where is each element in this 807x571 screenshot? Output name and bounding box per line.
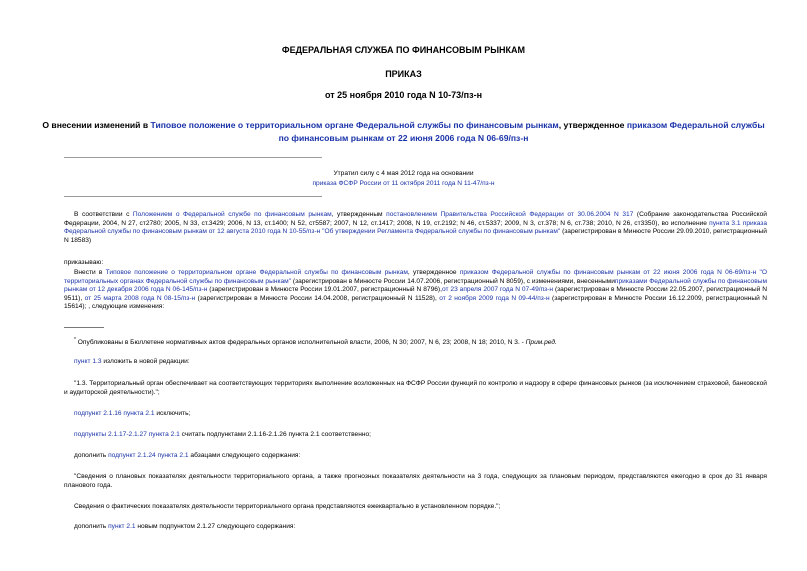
p2-text-g: (зарегистрирован в Минюсте России 16.12.2009, регистрационный N 15614) xyxy=(64,294,767,311)
divider-bottom xyxy=(64,196,322,197)
link-order-06-145[interactable]: приказами Федеральной службы по финансовым рынкам от 12 декабря 2006 года N 06-145/пз-н xyxy=(64,277,768,294)
doc-type-heading: ПРИКАЗ xyxy=(385,69,422,79)
link-government-resolution-317[interactable]: постановлением Правительства Российской Федерации от 30.06.2004 N 317 xyxy=(386,211,634,218)
p2-text-h: ; , следующие изменения: xyxy=(84,303,165,311)
p2-text-d: (зарегистрирован в Минюсте России 19.01.2007, регистрационный N 8796), xyxy=(207,286,442,294)
p1-text-a: В соответствии с xyxy=(74,211,133,218)
paragraph-order: приказываю: xyxy=(64,259,104,266)
link-subpoint-2-1-24[interactable]: подпункт 2.1.24 пункта 2.1 xyxy=(108,452,189,459)
item-point-1-3-body: "1.3. Территориальный орган обеспечивает на соответствующих территориях выполнение возложенных на ФСФР России функций по контролю и надзору в сфере финансовых рынков (за исключением страховой, банковской и аудиторской деятельности)."; xyxy=(64,380,767,396)
title-link-order-06-69[interactable]: приказом Федеральной службы по финансовым рынкам от 22 июня 2006 года N 06-69/пз-н xyxy=(278,120,765,143)
footnote xyxy=(64,336,767,348)
footnote-divider xyxy=(64,327,104,328)
link-order-08-15[interactable]: от 25 марта 2008 года N 08-15/пз-н xyxy=(84,294,196,302)
paragraph-basis xyxy=(64,211,767,245)
p1-text-b: , утвержденным xyxy=(331,211,387,218)
p2-text-e: (зарегистрирован в Минюсте России 22.05.2007, регистрационный N 9511), xyxy=(64,286,767,302)
footnote-text: Опубликованы в Бюллетене нормативных актов федеральных органов исполнительной власти, 2006, N 30; 2007, N 6, 23; 2008, N 18; 2010, N 3. - xyxy=(77,339,526,347)
item-add-subpoint-2-1-27 xyxy=(64,523,767,532)
lost-force-text: Утратил силу с 4 мая 2012 года на основании xyxy=(333,170,474,177)
item-add-paragraphs xyxy=(64,452,767,461)
p2-text-c: (зарегистрирован в Минюсте России 14.07.2006, регистрационный N 8059), с изменениями, внесенными xyxy=(291,277,615,285)
item-subpoints-renumber xyxy=(64,431,767,440)
paragraph-amend xyxy=(64,269,767,312)
title-link-typical-regulation[interactable]: Типовое положение о территориальном органе Федеральной службы по финансовым рынкам xyxy=(150,120,559,130)
p2-text-f: (зарегистрирован в Минюсте России 14.04.2008, регистрационный N 11528), xyxy=(195,294,440,302)
org-heading: ФЕДЕРАЛЬНАЯ СЛУЖБА ПО ФИНАНСОВЫМ РЫНКАМ xyxy=(281,45,526,55)
footnote-editor-note: Прим.ред. xyxy=(525,339,557,347)
document-title xyxy=(40,119,767,145)
item3-text: считать подпунктами 2.1.16-2.1.26 пункта 2.1 соответственно; xyxy=(179,431,371,438)
link-subpoint-2-1-16[interactable]: подпункт 2.1.16 пункта 2.1 xyxy=(74,410,155,417)
date-number-heading: от 25 ноября 2010 года N 10-73/пз-н xyxy=(324,90,483,100)
divider-top xyxy=(64,157,322,158)
p2-text-b: , утвержденное xyxy=(407,269,460,276)
link-point-2-1[interactable]: пункт 2.1 xyxy=(108,523,136,530)
item-subpoint-2-1-16 xyxy=(64,410,767,419)
lost-force-link[interactable]: приказа ФСФР России от 11 октября 2011 года N 11-47/пз-н xyxy=(312,180,495,187)
item4-pre: дополнить xyxy=(74,452,109,459)
footnote-mark: * xyxy=(74,337,76,343)
item-add-body-1: "Сведения о плановых показателях деятельности территориального органа, а также прогнозных показателях деятельности на 3 года, следующих за плановым периодом, представляются ежегодно в срок до 31 января планового года. xyxy=(64,473,767,489)
lost-force-note xyxy=(140,169,667,189)
p1-text-c: (Собрание законодательства Российской Федерации, 2004, N 27, ст2780; 2005, N 33, ст.3429; 2006, N 13, ст.1400; N 52, ст5587; 2007, N 12, ст.1417; 2008, N 19, ст.2192; N 46, ст.5337; 2009, N 3, ст.378; N 6, ст.738; 2010, N 26, ст3350), во исполнение xyxy=(64,211,767,227)
title-text-2: , утвержденное xyxy=(558,120,627,130)
item2-text: исключить; xyxy=(154,410,191,417)
item4-text: абзацами следующего содержания: xyxy=(188,452,301,459)
item1-text: изложить в новой редакции: xyxy=(101,358,190,365)
link-point-1-3[interactable]: пункт 1.3 xyxy=(74,358,102,365)
item5-pre: дополнить xyxy=(74,523,109,530)
link-subpoints-2-1-17-27[interactable]: подпункты 2.1.17-2.1.27 пункта 2.1 xyxy=(74,431,180,438)
title-text-1: О внесении изменений в xyxy=(42,120,151,130)
item5-text: новым подпунктом 2.1.27 следующего содержания: xyxy=(135,523,296,530)
item-add-body-2: Сведения о фактических показателях деятельности территориального органа представляются ежеквартально в установленном порядке."; xyxy=(74,503,501,510)
link-fsfr-regulation[interactable]: Положением о Федеральной службе по финансовым рынкам xyxy=(132,211,332,218)
link-order-09-44[interactable]: от 2 ноября 2009 года N 09-44/пз-н xyxy=(439,294,550,302)
item-point-1-3 xyxy=(64,358,767,367)
p2-text-a: Внести в xyxy=(74,269,106,276)
link-order-10-55[interactable]: пункта 3.1 приказа Федеральной службы по финансовым рынкам от 12 августа 2010 года N 10-55/пз-н "Об утверждении Регламента Федеральной службы по финансовым рынкам" xyxy=(64,219,768,236)
link-order-07-49[interactable]: от 23 апреля 2007 года N 07-49/пз-н xyxy=(441,286,554,294)
link-order-06-69[interactable]: приказом Федеральной службы по финансовым рынкам от 22 июня 2006 года N 06-69/пз-н "О территориальных органах Федеральной службы по финансовым рынкам" xyxy=(64,269,767,285)
p1-text-d: (зарегистрирован в Минюсте России 29.09.2010, регистрационный N 18583) xyxy=(64,228,767,244)
link-typical-regulation[interactable]: Типовое положение о территориальном органе Федеральной службы по финансовым рынкам xyxy=(105,269,408,276)
